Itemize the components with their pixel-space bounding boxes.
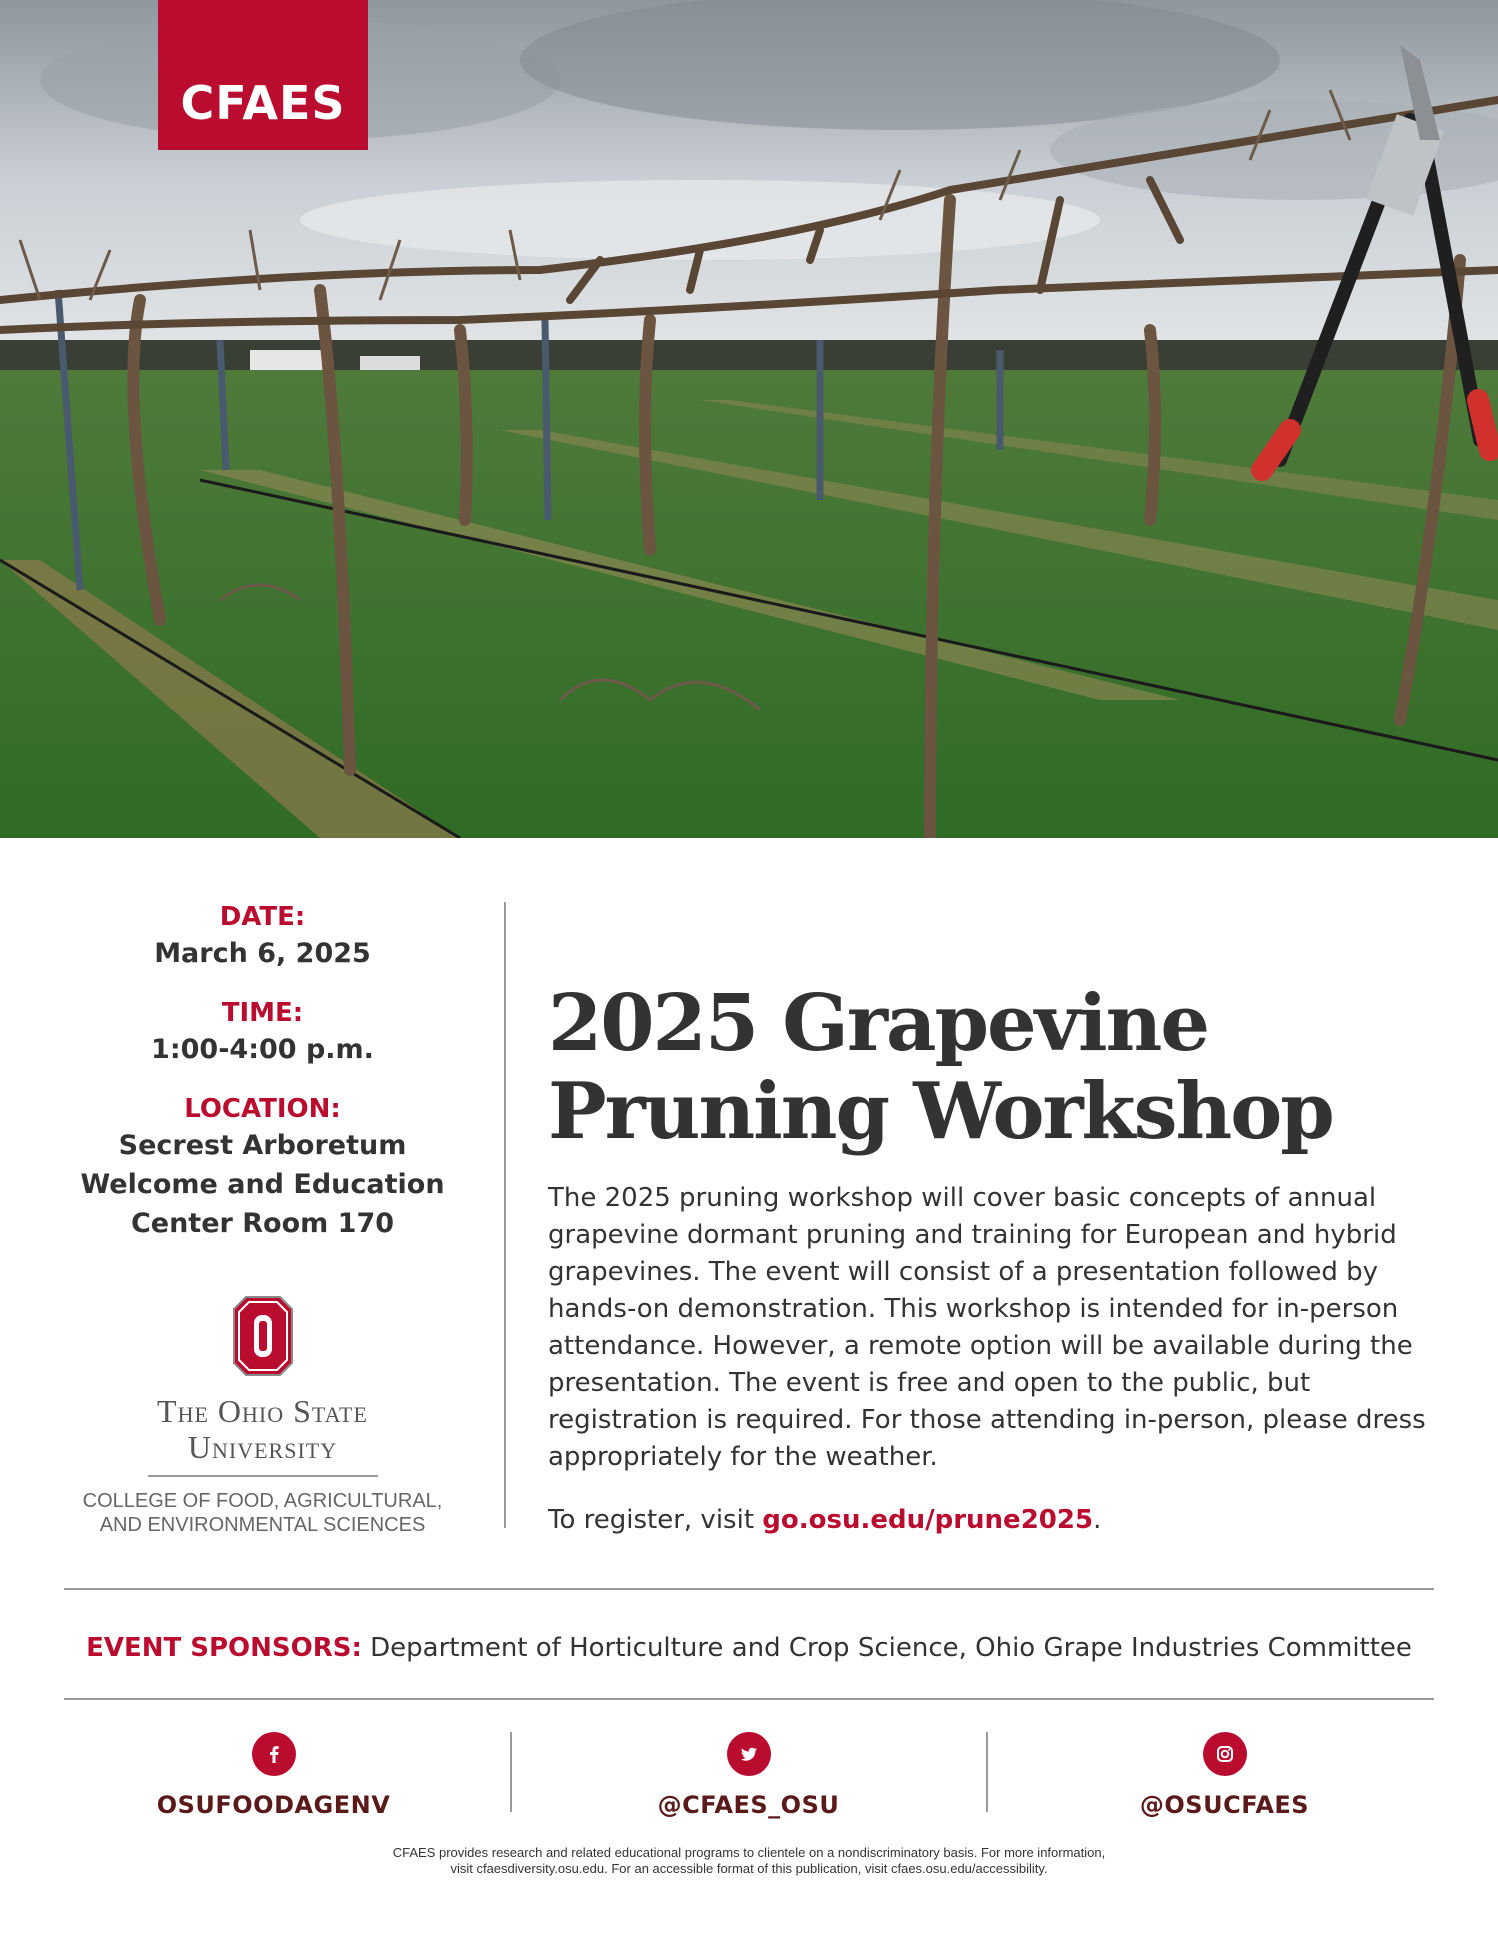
- location-value: [60, 1126, 465, 1243]
- facebook-handle[interactable]: OSUFOODAGENV: [156, 1791, 391, 1819]
- block-o-icon: [232, 1295, 294, 1377]
- divider-bottom: [64, 1698, 1434, 1700]
- location-line: Secrest Arboretum: [118, 1130, 407, 1161]
- hero-photo: [0, 0, 1498, 838]
- title-line2: Pruning Workshop: [548, 1066, 1333, 1157]
- footer-line1: CFAES provides research and related educational programs to clientele on a nondiscriminatory basis. For more information,: [392, 1845, 1106, 1860]
- instagram-icon[interactable]: [1203, 1732, 1247, 1776]
- cfaes-logo-text: CFAES: [180, 76, 346, 130]
- osu-logo-block: [60, 1295, 465, 1537]
- osu-name-line2: University: [187, 1429, 338, 1465]
- twitter-icon[interactable]: [727, 1732, 771, 1776]
- event-details: [60, 900, 465, 1265]
- main-content: [548, 980, 1438, 1538]
- register-link[interactable]: go.osu.edu/prune2025: [762, 1505, 1094, 1535]
- instagram-handle[interactable]: @OSUCFAES: [1139, 1791, 1310, 1819]
- cfaes-logo: [158, 0, 368, 150]
- register-line: [548, 1502, 1438, 1538]
- social-instagram[interactable]: [987, 1732, 1462, 1820]
- osu-name-line1: The Ohio State: [157, 1393, 368, 1429]
- social-facebook[interactable]: [36, 1732, 511, 1820]
- social-twitter[interactable]: [511, 1732, 986, 1820]
- sponsors-text: Department of Horticulture and Crop Science, Ohio Grape Industries Committee: [361, 1633, 1412, 1663]
- sponsors-label: EVENT SPONSORS:: [86, 1633, 362, 1663]
- date-label: DATE:: [219, 902, 306, 932]
- register-suffix: .: [1093, 1505, 1102, 1535]
- title-line1: 2025 Grapevine: [548, 978, 1208, 1069]
- workshop-description: The 2025 pruning workshop will cover basic concepts of annual grapevine dormant pruning and training for European and hybrid grapevines. The event will consist of a presentation followed by hands-on demonstration. This workshop is intended for in-person attendance. However, a remote option will be available during the presentation. The event is free and open to the public, but registration is required. For those attending in-person, please dress appropriately for the weather.: [548, 1183, 1426, 1472]
- facebook-icon[interactable]: [252, 1732, 296, 1776]
- date-value: March 6, 2025: [154, 938, 371, 969]
- location-label: LOCATION:: [184, 1094, 341, 1124]
- workshop-title: [548, 980, 1438, 1156]
- time-label: TIME:: [221, 998, 304, 1028]
- footer-line2: visit cfaesdiversity.osu.edu. For an accessible format of this publication, visit cfaes.osu.edu/accessibility.: [450, 1861, 1048, 1876]
- college-line2: AND ENVIRONMENTAL SCIENCES: [99, 1514, 426, 1536]
- nondiscrimination-note: [200, 1845, 1298, 1877]
- register-prefix: To register, visit: [548, 1505, 763, 1535]
- college-line1: COLLEGE OF FOOD, AGRICULTURAL,: [82, 1490, 443, 1512]
- twitter-handle[interactable]: @CFAES_OSU: [657, 1791, 840, 1819]
- time-value: 1:00-4:00 p.m.: [151, 1034, 374, 1065]
- column-divider: [504, 902, 506, 1528]
- divider-top: [64, 1588, 1434, 1590]
- event-sponsors: [64, 1628, 1434, 1668]
- location-line: Center Room 170: [130, 1208, 395, 1239]
- location-line: Welcome and Education: [80, 1169, 445, 1200]
- osu-divider: [148, 1475, 378, 1477]
